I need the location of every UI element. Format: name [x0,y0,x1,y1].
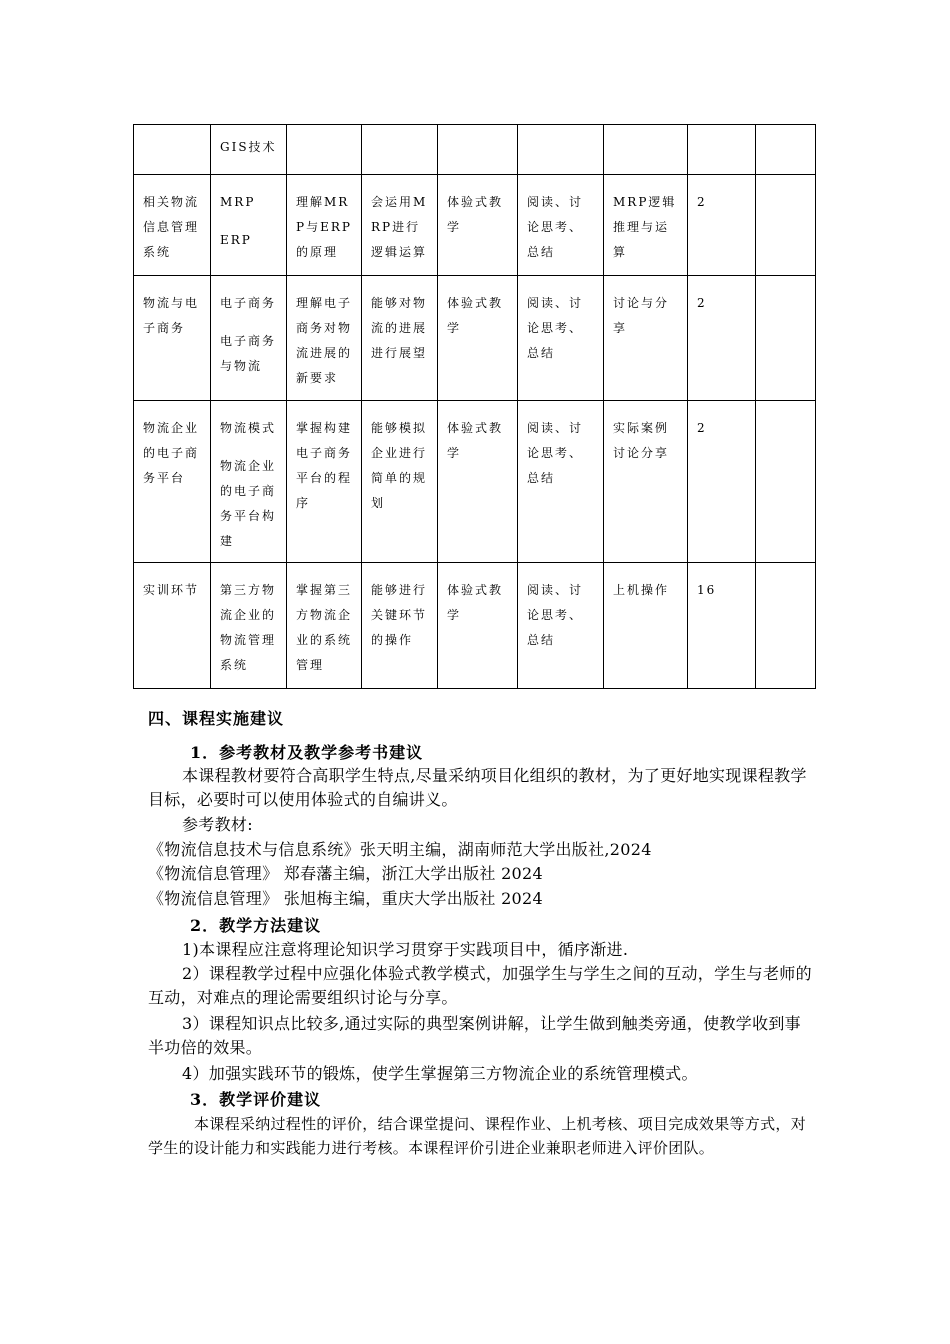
table-cell-text: 体验式教学 [447,296,504,335]
table-cell-text: 理解电子商务对物流进展的新要求 [296,296,353,385]
table-cell-text: 实际案例讨论分享 [613,421,670,460]
table-cell [287,125,362,175]
table-cell [362,175,438,276]
table-cell-text: 会运用MRP进行逻辑运算 [371,195,428,259]
table-cell [756,175,816,276]
reference-item-3: 《物流信息管理》 张旭梅主编，重庆大学出版社 2024 [148,889,543,908]
table-cell [438,401,518,563]
table-cell [604,563,688,689]
table-cell [134,401,211,563]
table-cell [756,401,816,563]
table-cell [134,276,211,401]
table-cell [688,125,756,175]
paragraph-evaluation: 本课程采纳过程性的评价，结合课堂提问、课程作业、上机考核、项目完成效果等方式，对学生的设计能力和实践能力进行考核。本课程评价引进企业兼职老师进入评价团队。 [148,1115,807,1157]
method-item-3: 3）课程知识点比较多,通过实际的典型案例讲解，让学生做到触类旁通，使教学收到事半功倍的效果。 [148,1014,801,1057]
table-cell-text: 第三方物流企业的物流管理系统 [220,583,277,672]
table-cell [211,401,287,563]
course-content-table [133,124,816,689]
table-cell-text: 物流企业的电子商务平台 [143,421,200,485]
section-title: 四、课程实施建议 [148,709,285,728]
table-cell-text: 掌握第三方物流企业的系统管理 [296,583,353,672]
table-cell [362,401,438,563]
table-cell [518,175,604,276]
table-cell-text: 物流企业的电子商务平台构建 [220,459,277,548]
table-cell [287,563,362,689]
table-cell [362,563,438,689]
table-cell-text: 阅读、讨论思考、总结 [527,583,584,647]
table-cell [211,276,287,401]
table-cell [438,563,518,689]
table-cell-text: 2 [697,195,707,209]
table-cell-text: GIS技术 [220,140,277,154]
method-item-1: 1)本课程应注意将理论知识学习贯穿于实践项目中，循序渐进. [182,940,629,959]
reference-item-2: 《物流信息管理》 郑春藩主编，浙江大学出版社 2024 [148,864,543,883]
table-cell [518,563,604,689]
table-cell [604,401,688,563]
table-cell-text: 物流模式 [220,421,277,435]
table-cell [756,276,816,401]
table-cell-text: 能够对物流的进展进行展望 [371,296,428,360]
table-cell-text: 讨论与分享 [613,296,670,335]
table-cell [756,125,816,175]
table-cell [688,175,756,276]
table-cell-text: 能够模拟企业进行简单的规划 [371,421,428,510]
table-cell [438,276,518,401]
table-cell-text: 阅读、讨论思考、总结 [527,421,584,485]
table-row [134,276,816,401]
table-cell [518,125,604,175]
table-cell-text: 体验式教学 [447,195,504,234]
table-cell-text: ERP [220,233,252,247]
table-cell [134,175,211,276]
table-cell [134,563,211,689]
table-cell [438,125,518,175]
table-row [134,401,816,563]
subheading-evaluation: 3．教学评价建议 [190,1090,322,1109]
table-cell [604,175,688,276]
table-cell [211,125,287,175]
table-cell-text: 体验式教学 [447,583,504,622]
table-cell [287,276,362,401]
table-cell-text: 阅读、讨论思考、总结 [527,195,584,259]
table-cell [438,175,518,276]
table-cell-text: 电子商务与物流 [220,334,277,373]
table-cell-text: 16 [697,583,717,597]
table-cell [688,563,756,689]
table-row [134,563,816,689]
table-cell [211,563,287,689]
table-cell [362,276,438,401]
table-cell [134,125,211,175]
table-row [134,125,816,175]
table-cell [287,401,362,563]
table-cell-text: 掌握构建电子商务平台的程序 [296,421,353,510]
table-cell [211,175,287,276]
table-cell-text: 阅读、讨论思考、总结 [527,296,584,360]
table-cell-text: 实训环节 [143,583,200,597]
table-cell [688,276,756,401]
table-cell [604,276,688,401]
reference-label: 参考教材: [182,815,253,834]
table-cell-text: MRP [220,195,256,209]
table-cell-text: 物流与电子商务 [143,296,200,335]
table-cell-text: 2 [697,421,707,435]
table-cell-text: 相关物流信息管理系统 [143,195,200,259]
table-cell-text: 理解MRP与ERP的原理 [296,195,352,259]
table-cell [518,401,604,563]
table-cell-text: 能够进行关键环节的操作 [371,583,428,647]
method-item-2: 2）课程教学过程中应强化体验式教学模式，加强学生与学生之间的互动，学生与老师的互动，对难点的理论需要组织讨论与分享。 [148,964,812,1007]
table-row [134,175,816,276]
table-cell [518,276,604,401]
table-cell [604,125,688,175]
subheading-teaching-methods: 2．教学方法建议 [190,916,322,935]
table-cell [362,125,438,175]
reference-item-1: 《物流信息技术与信息系统》张天明主编，湖南师范大学出版社,2024 [148,840,652,859]
table-cell-text: 2 [697,296,707,310]
table-cell-text: MRP逻辑推理与运算 [613,195,677,259]
table-cell [688,401,756,563]
subheading-textbooks: 1．参考教材及教学参考书建议 [190,743,424,762]
method-item-4: 4）加强实践环节的锻炼，使学生掌握第三方物流企业的系统管理模式。 [182,1064,698,1083]
table-cell-text: 电子商务 [220,296,277,310]
table-cell-text: 上机操作 [613,583,670,597]
paragraph-textbook-requirements: 本课程教材要符合高职学生特点,尽量采纳项目化组织的教材，为了更好地实现课程教学目标，必要时可以使用体验式的自编讲义。 [148,766,807,809]
table-cell-text: 体验式教学 [447,421,504,460]
table-cell [287,175,362,276]
table-cell [756,563,816,689]
